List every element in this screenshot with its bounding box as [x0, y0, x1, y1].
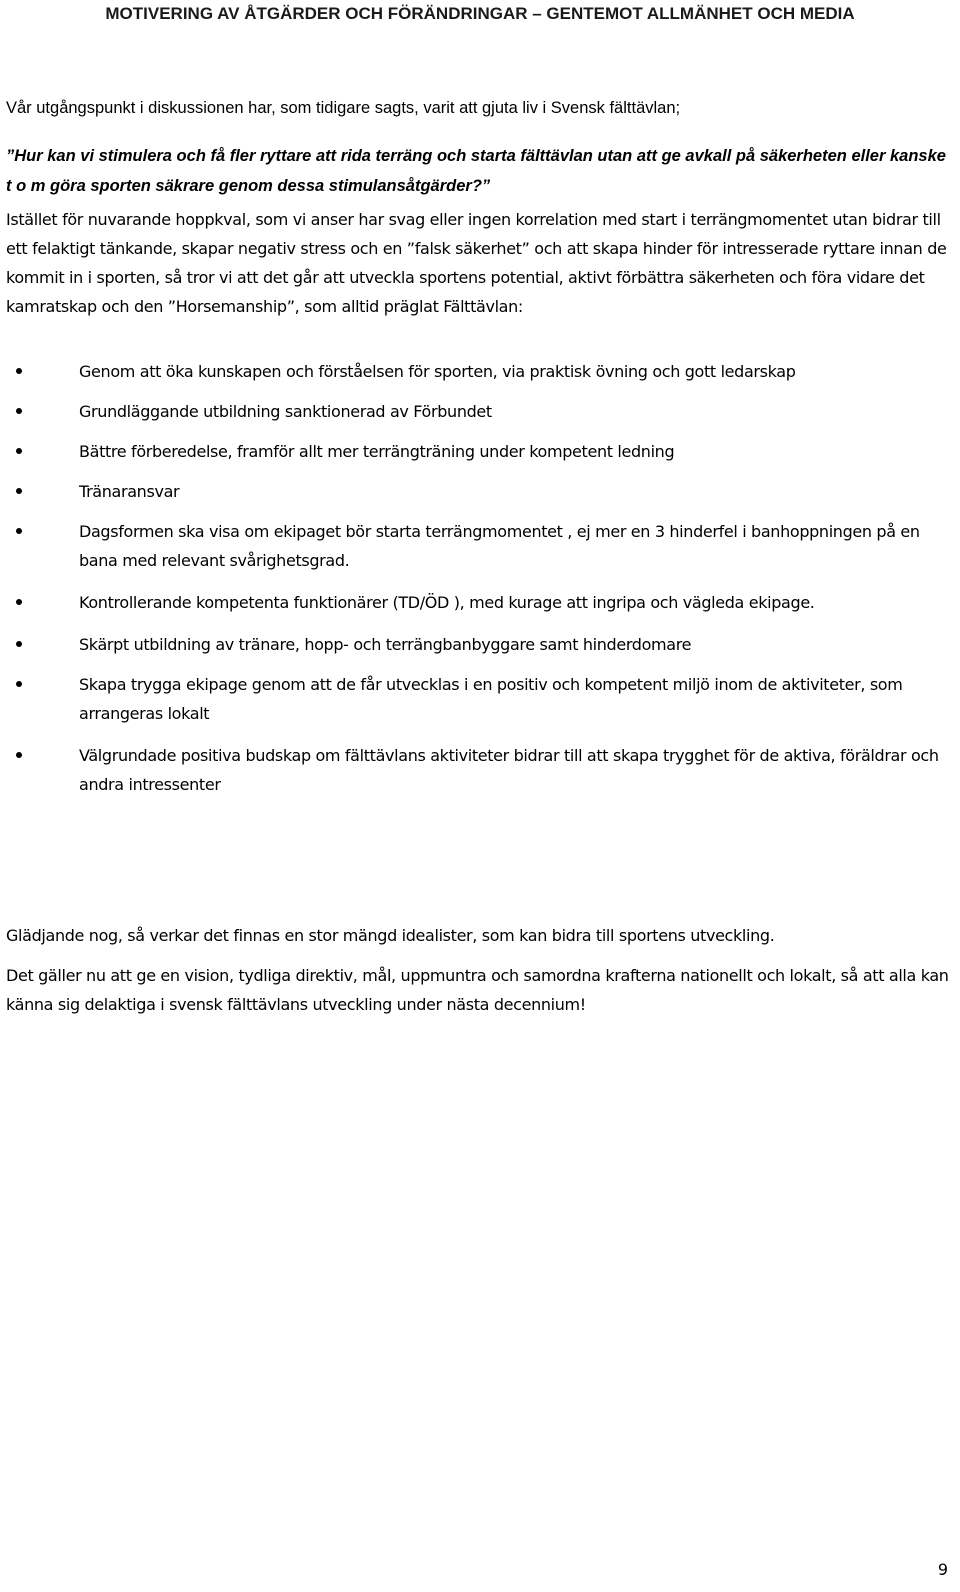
list-item-text: Dagsformen ska visa om ekipaget bör starta terrängmomentet , ej mer en 3 hinderfel i banhoppningen på en bana med relevant svårighetsgrad.	[79, 522, 920, 570]
key-question: ”Hur kan vi stimulera och få fler ryttare att rida terräng och starta fälttävlan utan att ge avkall på säkerheten eller kanske t o m göra sporten säkrare genom dessa stimulansåtgärder?”	[6, 147, 946, 195]
list-item	[6, 588, 952, 617]
closing-paragraph-1: Glädjande nog, så verkar det finnas en stor mängd idealister, som kan bidra till sportens utveckling.	[6, 926, 775, 945]
bullet-icon	[16, 752, 22, 758]
bullet-icon	[16, 488, 22, 494]
list-item	[6, 397, 952, 426]
list-item	[6, 517, 952, 575]
bullet-icon	[16, 528, 22, 534]
bullet-icon	[16, 681, 22, 687]
list-item-text: Välgrundade positiva budskap om fälttävlans aktiviteter bidrar till att skapa trygghet för de aktiva, föräldrar och andra intressenter	[79, 746, 939, 794]
bullet-icon	[16, 448, 22, 454]
list-item-text: Bättre förberedelse, framför allt mer terrängträning under kompetent ledning	[79, 442, 675, 461]
bullet-icon	[16, 641, 22, 647]
closing-paragraph-2: Det gäller nu att ge en vision, tydliga direktiv, mål, uppmuntra och samordna krafterna nationellt och lokalt, så att alla kan känna sig delaktiga i svensk fälttävlans utveckling under nästa decennium!	[6, 966, 949, 1014]
bullet-icon	[16, 408, 22, 414]
list-item-text: Genom att öka kunskapen och förståelsen för sporten, via praktisk övning och gott ledarskap	[79, 362, 796, 381]
list-item	[6, 437, 952, 466]
bullet-icon	[16, 599, 22, 605]
list-item	[6, 630, 952, 659]
intro-paragraph: Vår utgångspunkt i diskussionen har, som tidigare sagts, varit att gjuta liv i Svensk fälttävlan;	[6, 99, 681, 117]
list-item-text: Tränaransvar	[79, 482, 180, 501]
measures-list	[6, 357, 952, 812]
list-item	[6, 357, 952, 386]
page-header: MOTIVERING AV ÅTGÄRDER OCH FÖRÄNDRINGAR – GENTEMOT ALLMÄNHET OCH MEDIA	[105, 4, 855, 23]
list-item-text: Kontrollerande kompetenta funktionärer (TD/ÖD ), med kurage att ingripa och vägleda ekipage.	[79, 593, 815, 612]
list-item-text: Skärpt utbildning av tränare, hopp- och terrängbanbyggare samt hinderdomare	[79, 635, 692, 654]
list-item	[6, 741, 952, 799]
body-paragraph: Istället för nuvarande hoppkval, som vi anser har svag eller ingen korrelation med start i terrängmomentet utan bidrar till ett felaktigt tänkande, skapar negativ stress och en ”falsk säkerhet” och att skapa hinder för intresserade ryttare innan de kommit in i sporten, så tror vi att det går att utveckla sportens potential, aktivt förbättra säkerheten och föra vidare det kamratskap och den ”Horsemanship”, som alltid präglat Fälttävlan:	[6, 210, 947, 316]
list-item-text: Grundläggande utbildning sanktionerad av Förbundet	[79, 402, 492, 421]
list-item-text: Skapa trygga ekipage genom att de får utvecklas i en positiv och kompetent miljö inom de aktiviteter, som arrangeras lokalt	[79, 675, 903, 723]
list-item	[6, 477, 952, 506]
page-number: 9	[937, 1560, 948, 1579]
list-item	[6, 670, 952, 728]
bullet-icon	[16, 368, 22, 374]
